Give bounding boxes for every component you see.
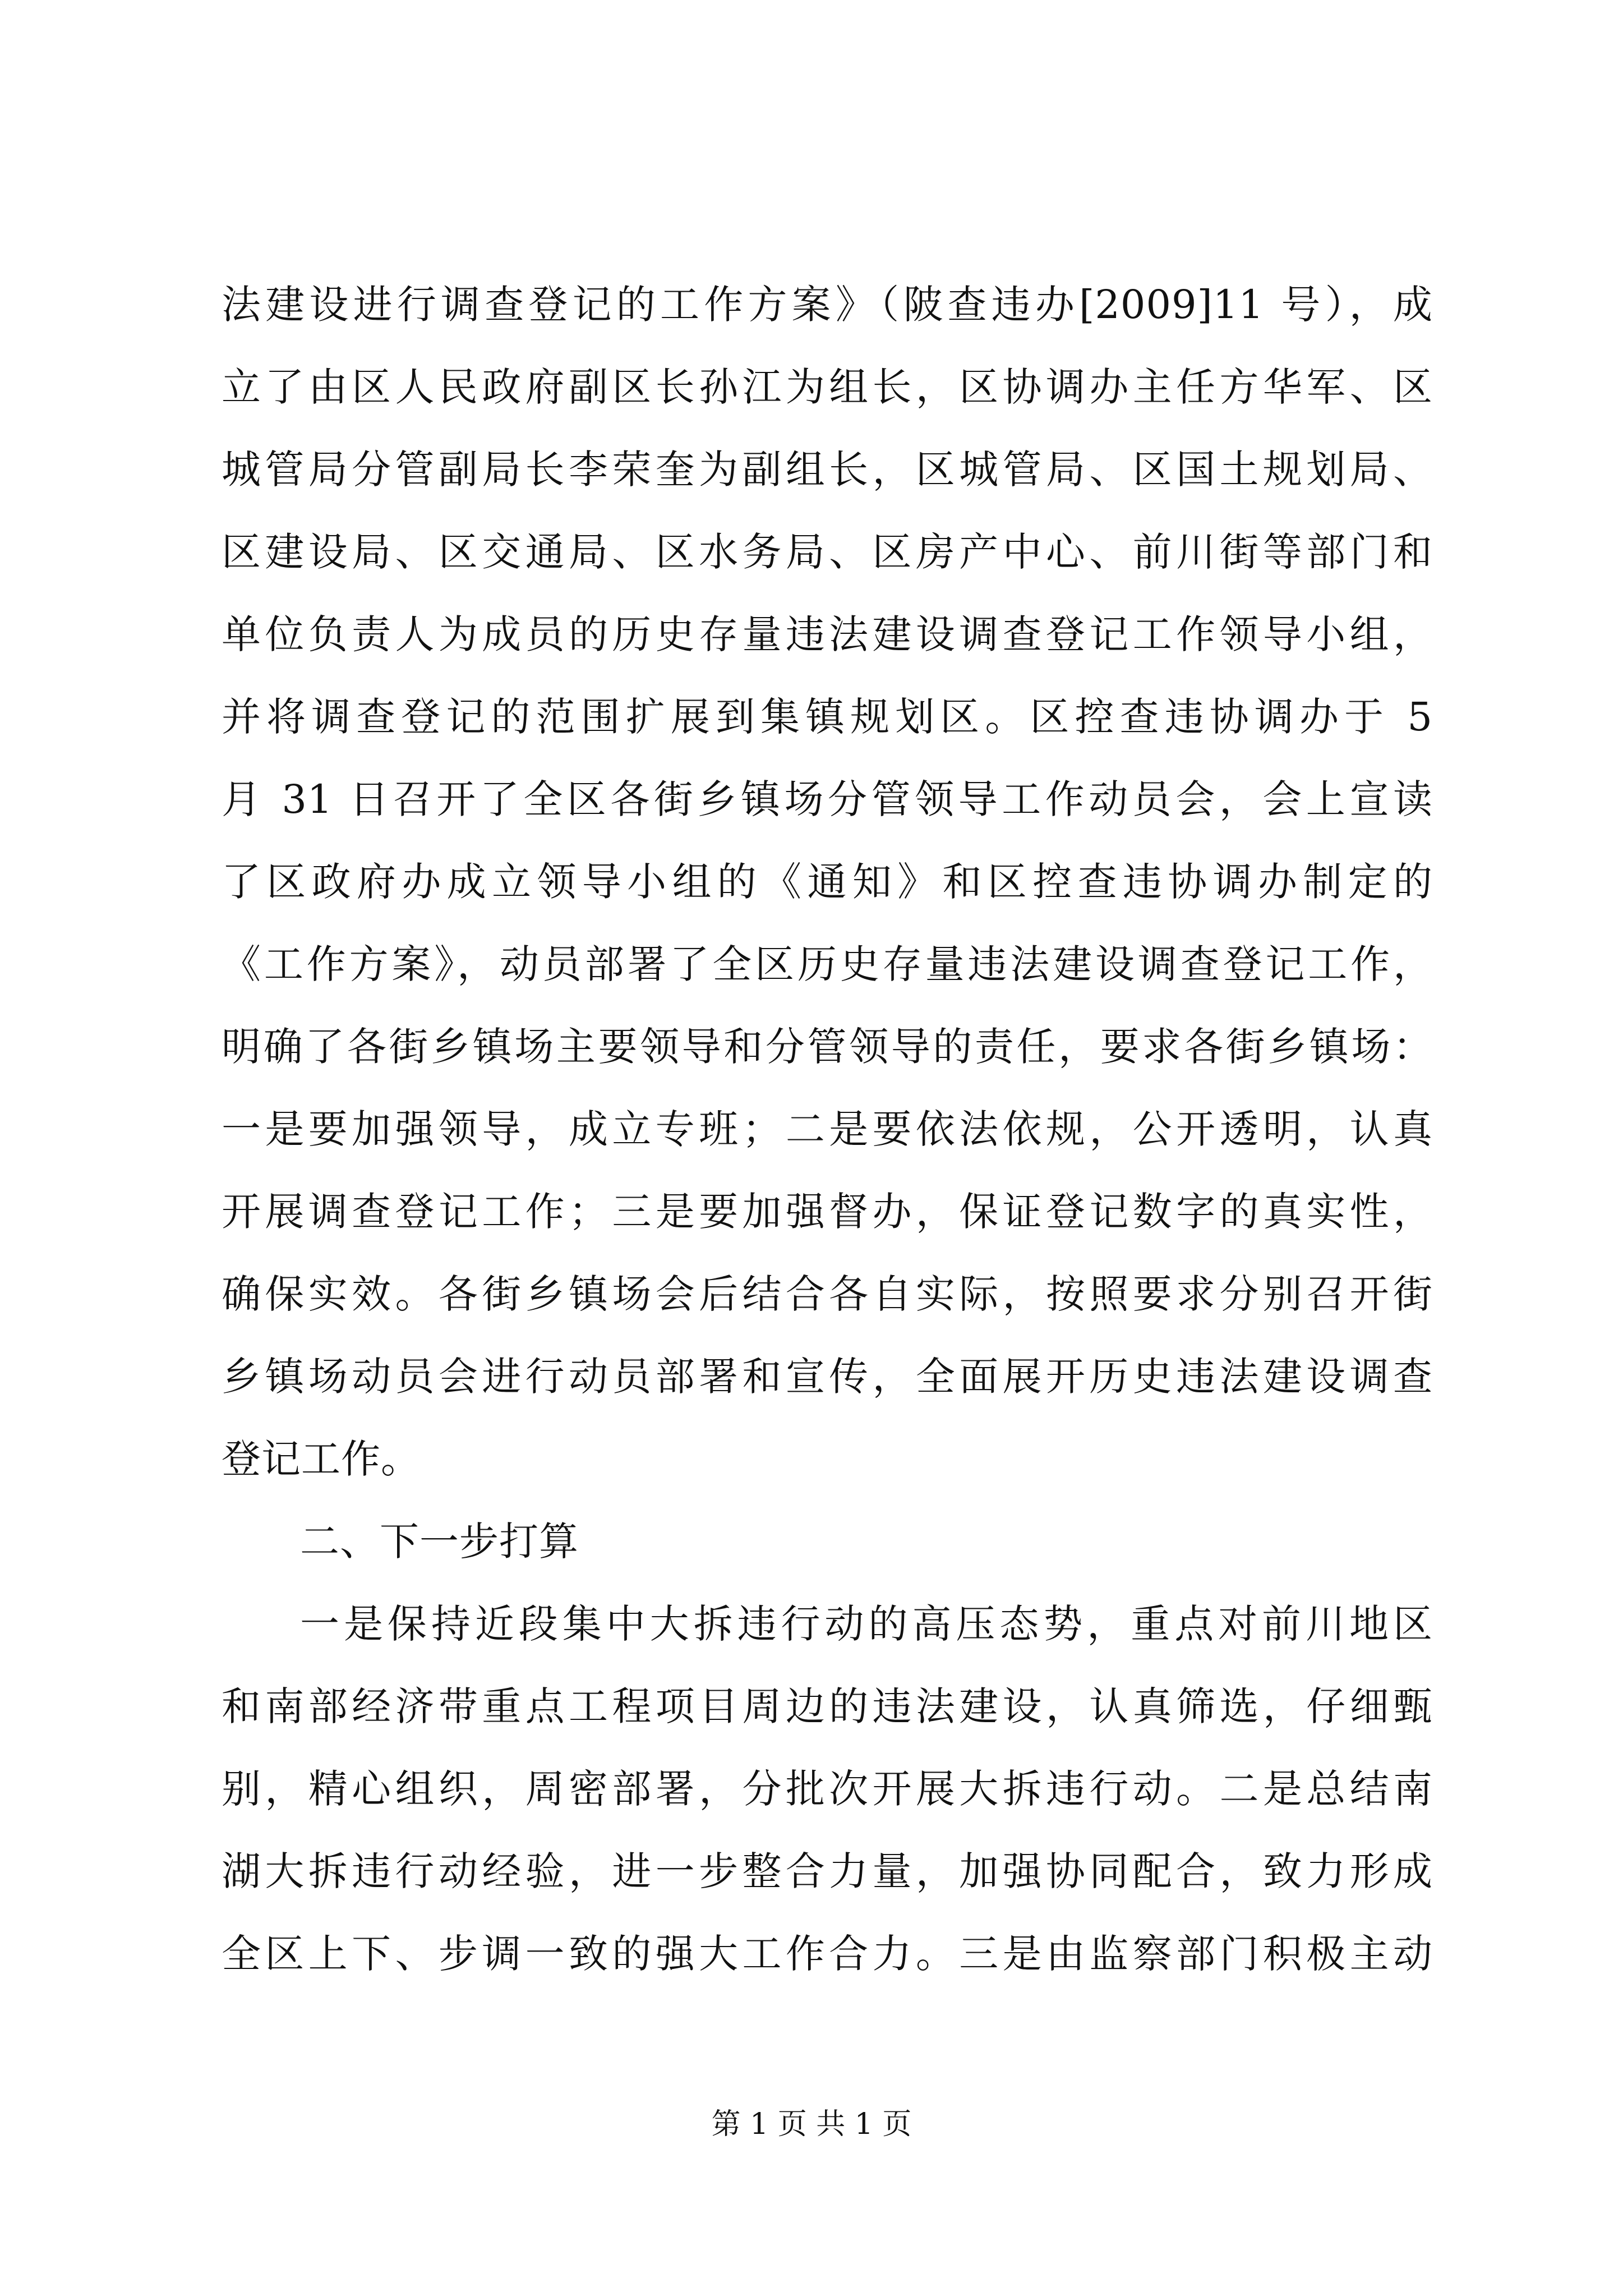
paragraph-line: 湖大拆违行动经验，进一步整合力量，加强协同配合，致力形成: [222, 1848, 1433, 1894]
paragraph-line: 城管局分管副局长李荣奎为副组长，区城管局、区国土规划局、: [222, 447, 1433, 493]
paragraph-line: 单位负责人为成员的历史存量违法建设调查登记工作领导小组，: [222, 611, 1433, 657]
document-body: [222, 264, 1433, 1995]
paragraph-line: 月 31 日召开了全区各街乡镇场分管领导工作动员会，会上宣读: [222, 776, 1433, 822]
paragraph-line: 全区上下、步调一致的强大工作合力。三是由监察部门积极主动: [222, 1931, 1433, 1977]
paragraph-line: 区建设局、区交通局、区水务局、区房产中心、前川街等部门和: [222, 529, 1433, 575]
page-footer: 第 1 页 共 1 页: [711, 2108, 912, 2141]
paragraph-line: 《工作方案》，动员部署了全区历史存量违法建设调查登记工作，: [222, 941, 1433, 987]
paragraph-line: 乡镇场动员会进行动员部署和宣传，全面展开历史违法建设调查: [222, 1354, 1433, 1400]
paragraph-line: 开展调查登记工作；三是要加强督办，保证登记数字的真实性，: [222, 1189, 1433, 1235]
paragraph-line: 和南部经济带重点工程项目周边的违法建设，认真筛选，仔细甄: [222, 1683, 1433, 1729]
paragraph-line: 登记工作。: [222, 1436, 421, 1482]
paragraph-line: 立了由区人民政府副区长孙江为组长，区协调办主任方华军、区: [222, 364, 1433, 410]
paragraph-line: 一是保持近段集中大拆违行动的高压态势，重点对前川地区: [300, 1601, 1433, 1647]
paragraph-line: 明确了各街乡镇场主要领导和分管领导的责任，要求各街乡镇场：: [222, 1024, 1433, 1070]
paragraph-line: 一是要加强领导，成立专班；二是要依法依规，公开透明，认真: [222, 1106, 1433, 1152]
paragraph-line: 别，精心组织，周密部署，分批次开展大拆违行动。二是总结南: [222, 1766, 1433, 1812]
section-heading: 二、下一步打算: [300, 1519, 579, 1565]
paragraph-line: 了区政府办成立领导小组的《通知》和区控查违协调办制定的: [222, 859, 1433, 905]
paragraph-line: 确保实效。各街乡镇场会后结合各自实际，按照要求分别召开街: [222, 1271, 1433, 1317]
paragraph-line: 并将调查登记的范围扩展到集镇规划区。区控查违协调办于 5: [222, 694, 1433, 740]
paragraph-line: 法建设进行调查登记的工作方案》（陂查违办[2009]11 号），成: [222, 282, 1433, 328]
